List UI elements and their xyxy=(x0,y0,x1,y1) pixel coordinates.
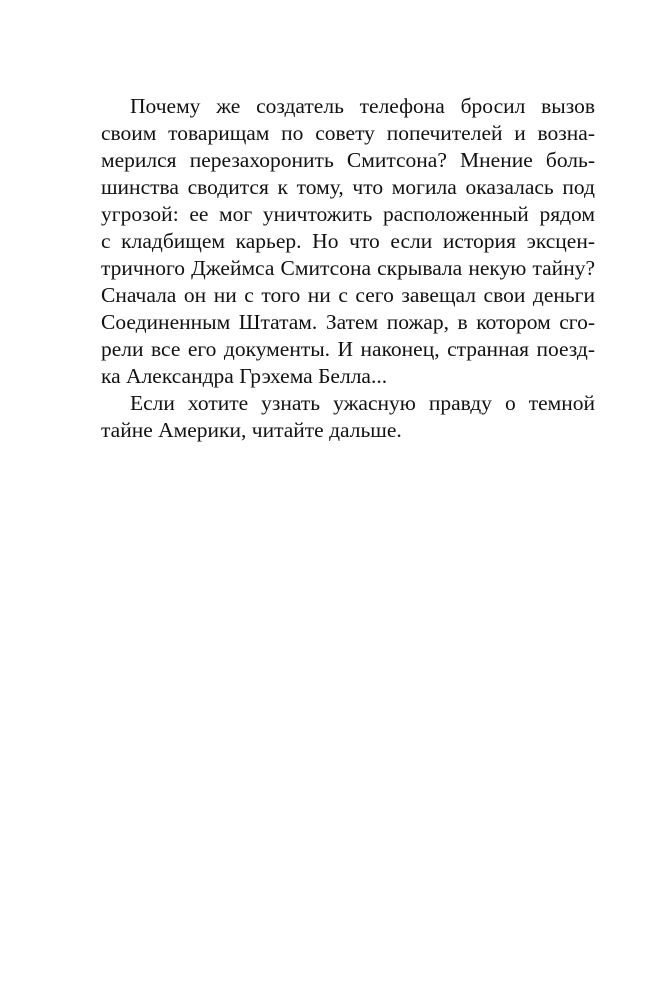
text-line: ка Александра Грэхема Белла... xyxy=(101,364,388,388)
text-line: Почему же создатель телефона бросил вызов xyxy=(130,94,595,118)
text-line: тричного Джеймса Смитсона скрывала некую тайну? xyxy=(101,256,595,280)
paragraph xyxy=(101,93,595,390)
text-line: мерился перезахоронить Смитсона? Мнение боль- xyxy=(101,148,595,172)
text-line: тайне Америки, читайте дальше. xyxy=(101,418,402,442)
text-line: Сначала он ни с того ни с сего завещал свои деньги xyxy=(101,283,595,307)
text-line: угрозой: ее мог уничтожить расположенный рядом xyxy=(101,202,595,226)
paragraph xyxy=(101,390,595,444)
text-line: шинства сводится к тому, что могила оказалась под xyxy=(101,175,595,199)
text-line: своим товарищам по совету попечителей и возна- xyxy=(101,121,595,145)
body-text xyxy=(101,93,595,444)
text-line: Если хотите узнать ужасную правду о темной xyxy=(130,391,595,415)
text-line: с кладбищем карьер. Но что если история эксцен- xyxy=(101,229,595,253)
text-line: Соединенным Штатам. Затем пожар, в котором сго- xyxy=(101,310,595,334)
text-line: рели все его документы. И наконец, странная поезд- xyxy=(101,337,595,361)
